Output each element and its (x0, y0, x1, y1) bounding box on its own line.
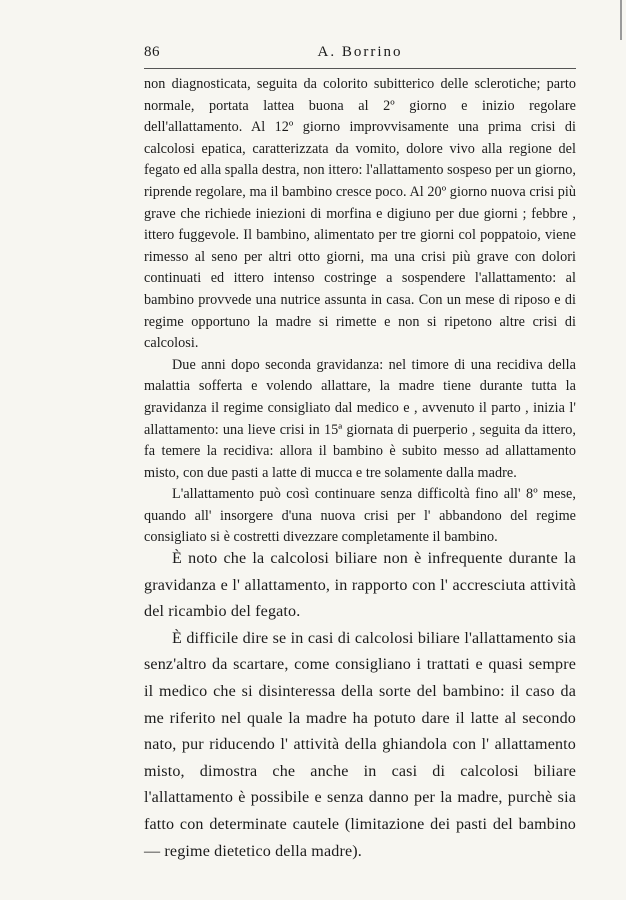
paragraph: È noto che la calcolosi biliare non è infrequente durante la gravidanza e l' allattamento, in rapporto con l' accresciuta attività del ricambio del fegato. (144, 550, 576, 621)
paragraph: non diagnosticata, seguita da colorito subitterico delle sclerotiche; parto normale, portata lattea buona al 2º giorno e inizio regolare dell'allattamento. Al 12º giorno improvvisamente una prima crisi di calcolosi epatica, caratterizzata da vomito, dolore vivo alla regione del fegato ed alla spalla destra, non ittero: l'allattamento sospeso per un giorno, riprende regolare, ma il bambino cresce poco. Al 20º giorno nuova crisi più grave che richiede iniezioni di morfina e digiuno per due giorni ; febbre , ittero fuggevole. Il bambino, alimentato per tre giorni col poppatoio, viene rimesso al seno per altri otto giorni, ma una crisi più grave con dolori continuati ed ittero intenso costringe a sospendere l'allattamento: al bambino provvede una nutrice assunta in casa. Con un mese di riposo e di regime opportuno la madre si rimette e non si ripetono altre crisi di calcolosi. (144, 76, 576, 352)
header-rule (144, 68, 576, 69)
paragraph: È difficile dire se in casi di calcolosi biliare l'allattamento sia senz'altro da scartare, come consigliano i trattati e quasi sempre il medico che si disinteressa della sorte del bambino: il caso da me riferito nel quale la madre ha potuto dare il latte al secondo nato, pur riducendo l' attività della ghiandola con l' allattamento misto, dimostra che anche in casi di calcolosi biliare l'allattamento è possibile e senza danno per la madre, purchè sia fatto con determinate cautele (limitazione dei pasti del bambino — regime dietetico della madre). (144, 629, 576, 860)
page-header (144, 40, 576, 62)
running-head: A. Borrino (317, 44, 403, 60)
page-number: 86 (144, 44, 160, 60)
paragraph: L'allattamento può così continuare senza difficoltà fino all' 8º mese, quando all' insorgere d'una nuova crisi per l' abbandono del regime consigliato si è costretti divezzare completamente il bambino. (144, 486, 576, 546)
page-edge-mark (620, 0, 622, 40)
case-report-section (144, 74, 576, 549)
discussion-section (144, 546, 576, 865)
paragraph: Due anni dopo seconda gravidanza: nel timore di una recidiva della malattia sofferta e volendo allattare, la madre tiene durante tutta la gravidanza il regime consigliato dal medico e , avvenuto il parto , inizia l' allattamento: una lieve crisi in 15ª giornata di puerperio , seguita da ittero, fa temere la recidiva: allora il bambino è subito messo ad allattamento misto, con due pasti a latte di mucca e tre solamente dalla madre. (144, 356, 576, 481)
